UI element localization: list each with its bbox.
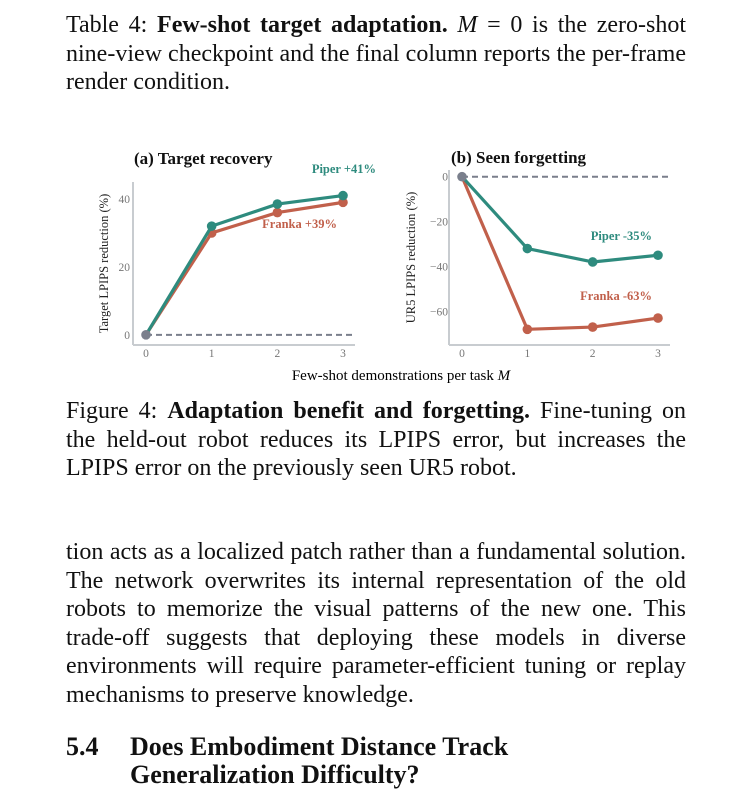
x-tick-label: 0 bbox=[459, 348, 465, 360]
panel-title: (b) Seen forgetting bbox=[451, 148, 587, 167]
data-point-franka bbox=[523, 324, 533, 334]
y-tick-label: −60 bbox=[430, 306, 448, 319]
data-point-piper bbox=[653, 250, 663, 260]
figure-caption-title: Adaptation benefit and forgetting. bbox=[167, 398, 530, 424]
x-tick-label: 2 bbox=[274, 348, 281, 360]
table-caption-label: Table 4: bbox=[66, 12, 148, 38]
series-label-piper: Piper -35% bbox=[590, 229, 652, 243]
section-title: Does Embodiment Distance Track bbox=[130, 732, 509, 761]
y-axis-label: UR5 LPIPS reduction (%) bbox=[404, 191, 418, 324]
section-title-line2: Generalization Difficulty? bbox=[130, 760, 420, 789]
series-label-piper: Piper +41% bbox=[311, 162, 376, 176]
y-tick-label: 20 bbox=[118, 261, 130, 274]
figure-caption-text: Fine-tuning on the held-out robot reduces its LPIPS error, but increases the LPIPS error on the previously seen UR5 robot. bbox=[66, 398, 686, 481]
x-axis-label-var: M bbox=[497, 368, 511, 384]
y-tick-label: 0 bbox=[124, 329, 130, 342]
data-point-franka bbox=[273, 208, 283, 218]
table-caption-title: Few-shot target adaptation. bbox=[157, 12, 448, 38]
data-point-franka bbox=[588, 322, 598, 332]
y-tick-label: 0 bbox=[442, 171, 448, 184]
panel-target-recovery bbox=[97, 149, 376, 360]
data-point-piper bbox=[588, 257, 598, 267]
data-point-piper bbox=[523, 244, 533, 254]
y-tick-label: −40 bbox=[430, 261, 448, 274]
shared-x-axis-label bbox=[292, 368, 512, 384]
data-point-piper bbox=[338, 191, 348, 201]
data-point-franka bbox=[653, 313, 663, 323]
data-point-origin bbox=[141, 330, 151, 340]
series-label-franka: Franka -63% bbox=[580, 289, 652, 303]
y-axis-label: Target LPIPS reduction (%) bbox=[97, 193, 111, 334]
table-caption-variable: M bbox=[457, 12, 478, 38]
figure-caption bbox=[66, 397, 686, 483]
data-point-piper bbox=[273, 199, 283, 209]
figure-caption-label: Figure 4: bbox=[66, 398, 158, 424]
data-point-piper bbox=[207, 221, 217, 231]
y-tick-label: 40 bbox=[118, 193, 130, 206]
panel-seen-forgetting bbox=[404, 148, 670, 360]
x-tick-label: 1 bbox=[208, 348, 215, 360]
section-heading bbox=[66, 733, 508, 789]
x-tick-label: 3 bbox=[655, 348, 661, 360]
series-label-franka: Franka +39% bbox=[262, 217, 337, 231]
y-tick-label: −20 bbox=[430, 216, 448, 229]
body-paragraph: tion acts as a localized patch rather than a fundamental solution. The network overwrites its internal representation of the old robots to memorize the visual patterns of the new one. This trade-off suggests that deploying these models in diverse environments will require parameter-efficient tuning or replay mechanisms to preserve knowledge. bbox=[66, 539, 686, 708]
table-caption-text: = 0 is the zero-shot nine-view checkpoint and the final column reports the per-frame render condition. bbox=[66, 12, 687, 95]
x-tick-label: 0 bbox=[143, 348, 149, 360]
x-tick-label: 1 bbox=[524, 348, 531, 360]
data-point-origin bbox=[457, 172, 467, 182]
x-axis-label-text: Few-shot demonstrations per task bbox=[291, 368, 498, 384]
section-number: 5.4 bbox=[66, 732, 99, 761]
series-line-franka bbox=[462, 177, 658, 330]
x-tick-label: 3 bbox=[340, 348, 346, 360]
x-tick-label: 2 bbox=[589, 348, 596, 360]
panel-title: (a) Target recovery bbox=[134, 149, 273, 168]
